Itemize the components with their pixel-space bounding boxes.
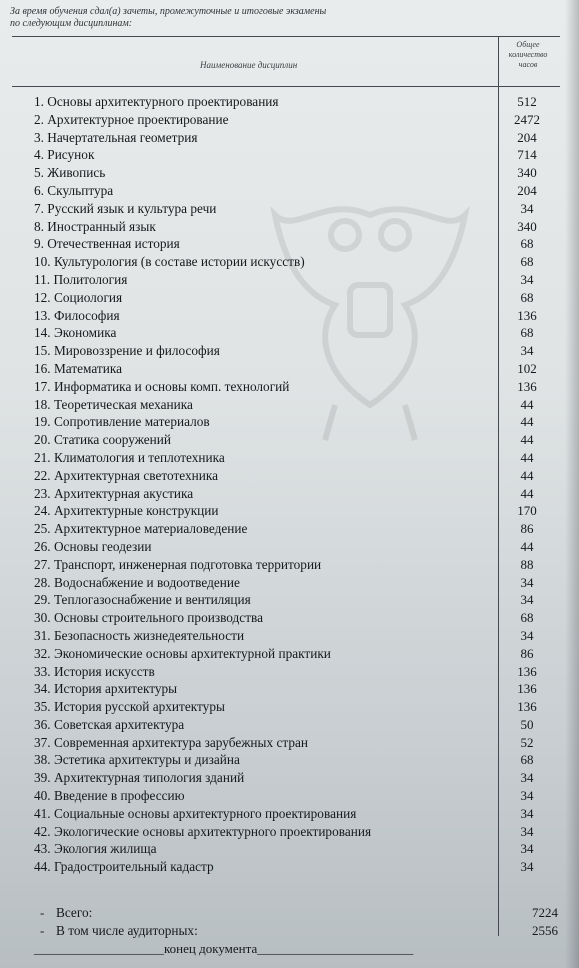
discipline-hours: 52	[520, 734, 534, 750]
discipline-hours: 44	[520, 414, 534, 430]
table-row	[0, 787, 579, 805]
discipline-name: 22. Архитектурная светотехника	[34, 467, 219, 483]
discipline-hours: 102	[517, 360, 537, 376]
discipline-hours: 2472	[514, 111, 540, 127]
table-row	[0, 289, 579, 307]
discipline-hours: 86	[520, 645, 534, 661]
table-row	[0, 698, 579, 716]
discipline-name: 24. Архитектурные конструкции	[34, 503, 219, 519]
discipline-name: 25. Архитектурное материаловедение	[34, 521, 248, 537]
discipline-name: 32. Экономические основы архитектурной практики	[34, 645, 331, 661]
table-row	[0, 663, 579, 681]
discipline-hours: 136	[517, 307, 537, 323]
table-top-border	[12, 36, 560, 37]
table-row	[0, 751, 579, 769]
discipline-name: 40. Введение в профессию	[34, 788, 185, 804]
discipline-name: 43. Экология жилища	[34, 841, 157, 857]
table-row	[0, 111, 579, 129]
discipline-name: 30. Основы строительного производства	[34, 610, 264, 626]
table-row	[0, 645, 579, 663]
total-row	[0, 904, 579, 922]
table-row	[0, 769, 579, 787]
table-row	[0, 485, 579, 503]
table-row	[0, 680, 579, 698]
discipline-hours: 136	[517, 699, 537, 715]
discipline-hours: 34	[520, 805, 534, 821]
column-header-name: Наименование дисциплин	[200, 60, 298, 70]
discipline-name: 1. Основы архитектурного проектирования	[34, 94, 279, 109]
table-row	[0, 449, 579, 467]
discipline-name: 17. Информатика и основы комп. технологий	[34, 378, 290, 394]
discipline-hours: 204	[517, 129, 537, 145]
table-row	[0, 734, 579, 752]
discipline-name: 11. Политология	[34, 271, 128, 287]
discipline-hours: 170	[517, 503, 537, 519]
discipline-hours: 34	[520, 841, 534, 857]
document-end-line	[34, 941, 413, 957]
discipline-hours: 34	[520, 271, 534, 287]
end-underline-left: ____________________	[34, 941, 164, 956]
discipline-name: 15. Мировоззрение и философия	[34, 343, 220, 359]
table-row	[0, 413, 579, 431]
classroom-hours: 2556	[532, 923, 558, 938]
table-row	[0, 609, 579, 627]
discipline-hours: 34	[520, 200, 534, 216]
discipline-name: 8. Иностранный язык	[34, 218, 156, 234]
discipline-hours: 68	[520, 752, 534, 768]
discipline-hours: 44	[520, 538, 534, 554]
discipline-name: 3. Начертательная геометрия	[34, 129, 198, 145]
discipline-name: 38. Эстетика архитектуры и дизайна	[34, 752, 240, 768]
discipline-name: 14. Экономика	[34, 325, 117, 341]
discipline-name: 5. Живопись	[34, 165, 106, 181]
discipline-name: 28. Водоснабжение и водоотведение	[34, 574, 240, 590]
discipline-hours: 44	[520, 396, 534, 412]
discipline-hours: 44	[520, 432, 534, 448]
table-row	[0, 502, 579, 520]
discipline-name: 13. Философия	[34, 307, 120, 323]
discipline-name: 41. Социальные основы архитектурного проектирования	[34, 805, 357, 821]
discipline-name: 23. Архитектурная акустика	[34, 485, 194, 501]
end-text: конец документа	[164, 941, 258, 956]
table-row	[0, 591, 579, 609]
table-row	[0, 823, 579, 841]
discipline-name: 37. Современная архитектура зарубежных стран	[34, 734, 308, 750]
table-row	[0, 235, 579, 253]
discipline-hours: 34	[520, 770, 534, 786]
discipline-hours: 44	[520, 467, 534, 483]
discipline-hours: 34	[520, 343, 534, 359]
discipline-hours: 204	[517, 182, 537, 198]
discipline-hours: 714	[517, 147, 537, 163]
column-header-hours: Общее количество часов	[508, 40, 548, 69]
table-row	[0, 627, 579, 645]
table-row	[0, 342, 579, 360]
table-row	[0, 164, 579, 182]
discipline-name: 42. Экологические основы архитектурного проектирования	[34, 823, 372, 839]
discipline-name: 34. История архитектуры	[34, 681, 178, 697]
classroom-label: В том числе аудиторных:	[56, 923, 198, 938]
discipline-name: 16. Математика	[34, 360, 123, 376]
discipline-name: 31. Безопасность жизнедеятельности	[34, 627, 245, 643]
intro-text	[10, 6, 490, 30]
total-hours: 7224	[532, 905, 558, 920]
discipline-hours: 68	[520, 610, 534, 626]
total-dash: -	[40, 905, 45, 920]
table-row	[0, 253, 579, 271]
intro-line-2: по следующим дисциплинам:	[10, 18, 133, 29]
table-row	[0, 360, 579, 378]
table-row	[0, 182, 579, 200]
table-row	[0, 467, 579, 485]
table-row	[0, 840, 579, 858]
discipline-hours: 34	[520, 823, 534, 839]
classroom-dash: -	[40, 923, 45, 938]
discipline-hours: 68	[520, 325, 534, 341]
discipline-name: 21. Климатология и теплотехника	[34, 449, 225, 465]
discipline-name: 44. Градостроительный кадастр	[34, 859, 214, 875]
table-row	[0, 129, 579, 147]
discipline-hours: 34	[520, 859, 534, 875]
discipline-name: 35. История русской архитектуры	[34, 699, 225, 715]
discipline-hours: 68	[520, 236, 534, 252]
table-row	[0, 307, 579, 325]
discipline-hours: 88	[520, 556, 534, 572]
discipline-name: 27. Транспорт, инженерная подготовка территории	[34, 556, 322, 572]
discipline-hours: 44	[520, 485, 534, 501]
discipline-hours: 34	[520, 574, 534, 590]
discipline-hours: 136	[517, 378, 537, 394]
table-row	[0, 431, 579, 449]
discipline-name: 12. Социология	[34, 289, 123, 305]
discipline-hours: 86	[520, 521, 534, 537]
table-row	[0, 378, 579, 396]
discipline-name: 6. Скульптура	[34, 182, 114, 198]
table-row	[0, 271, 579, 289]
table-row	[0, 520, 579, 538]
discipline-hours: 136	[517, 663, 537, 679]
page-edge-shadow	[565, 0, 579, 968]
discipline-hours: 68	[520, 289, 534, 305]
table-row	[0, 396, 579, 414]
discipline-hours: 34	[520, 592, 534, 608]
discipline-hours: 340	[517, 218, 537, 234]
table-row	[0, 556, 579, 574]
discipline-name: 18. Теоретическая механика	[34, 396, 193, 412]
discipline-name: 20. Статика сооружений	[34, 432, 171, 448]
table-row	[0, 858, 579, 876]
table-row	[0, 93, 579, 111]
table-row	[0, 200, 579, 218]
discipline-name: 39. Архитектурная типология зданий	[34, 770, 245, 786]
discipline-hours: 34	[520, 627, 534, 643]
discipline-name: 19. Сопротивление материалов	[34, 414, 210, 430]
discipline-name: 29. Теплогазоснабжение и вентиляция	[34, 592, 251, 608]
discipline-name: 36. Советская архитектура	[34, 716, 185, 732]
discipline-hours: 512	[517, 94, 537, 109]
intro-line-1: За время обучения сдал(а) зачеты, промежуточные и итоговые экзамены	[10, 6, 327, 17]
discipline-name: 4. Рисунок	[34, 147, 95, 163]
discipline-name: 7. Русский язык и культура речи	[34, 200, 217, 216]
discipline-hours: 340	[517, 165, 537, 181]
table-row	[0, 574, 579, 592]
discipline-hours: 68	[520, 254, 534, 270]
table-row	[0, 218, 579, 236]
table-row	[0, 324, 579, 342]
discipline-hours: 44	[520, 449, 534, 465]
classroom-row	[0, 922, 579, 940]
table-row	[0, 716, 579, 734]
discipline-hours: 34	[520, 788, 534, 804]
table-row	[0, 146, 579, 164]
discipline-hours: 136	[517, 681, 537, 697]
total-label: Всего:	[56, 905, 93, 920]
discipline-name: 10. Культурология (в составе истории искусств)	[34, 254, 305, 270]
discipline-hours: 50	[520, 716, 534, 732]
discipline-list	[0, 93, 579, 876]
end-underline-right: ________________________	[257, 941, 414, 956]
discipline-name: 2. Архитектурное проектирование	[34, 111, 229, 127]
discipline-name: 9. Отечественная история	[34, 236, 180, 252]
discipline-name: 33. История искусств	[34, 663, 155, 679]
table-row	[0, 538, 579, 556]
discipline-name: 26. Основы геодезии	[34, 538, 152, 554]
table-header-bottom-border	[12, 86, 560, 87]
table-row	[0, 805, 579, 823]
